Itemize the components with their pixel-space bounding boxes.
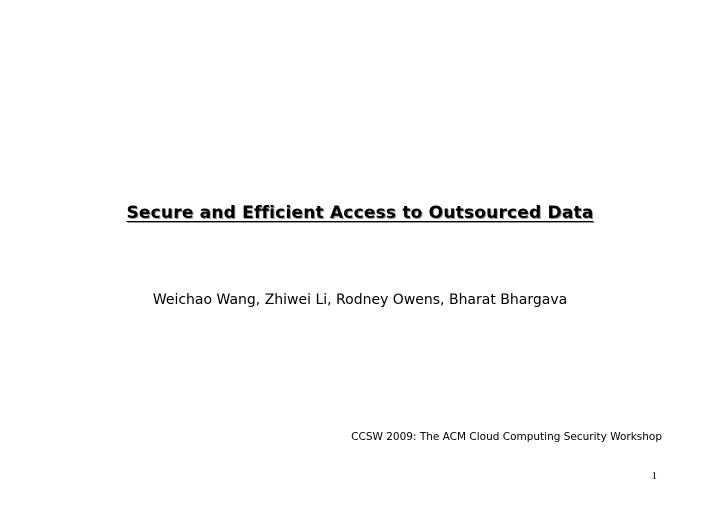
author-list: Weichao Wang, Zhiwei Li, Rodney Owens, Bharat Bhargava <box>152 292 568 308</box>
venue-caption: CCSW 2009: The ACM Cloud Computing Security Workshop <box>351 431 662 443</box>
slide-title: Secure and Efficient Access to Outsourced Data <box>126 203 594 223</box>
page-number: 1 <box>651 470 657 482</box>
